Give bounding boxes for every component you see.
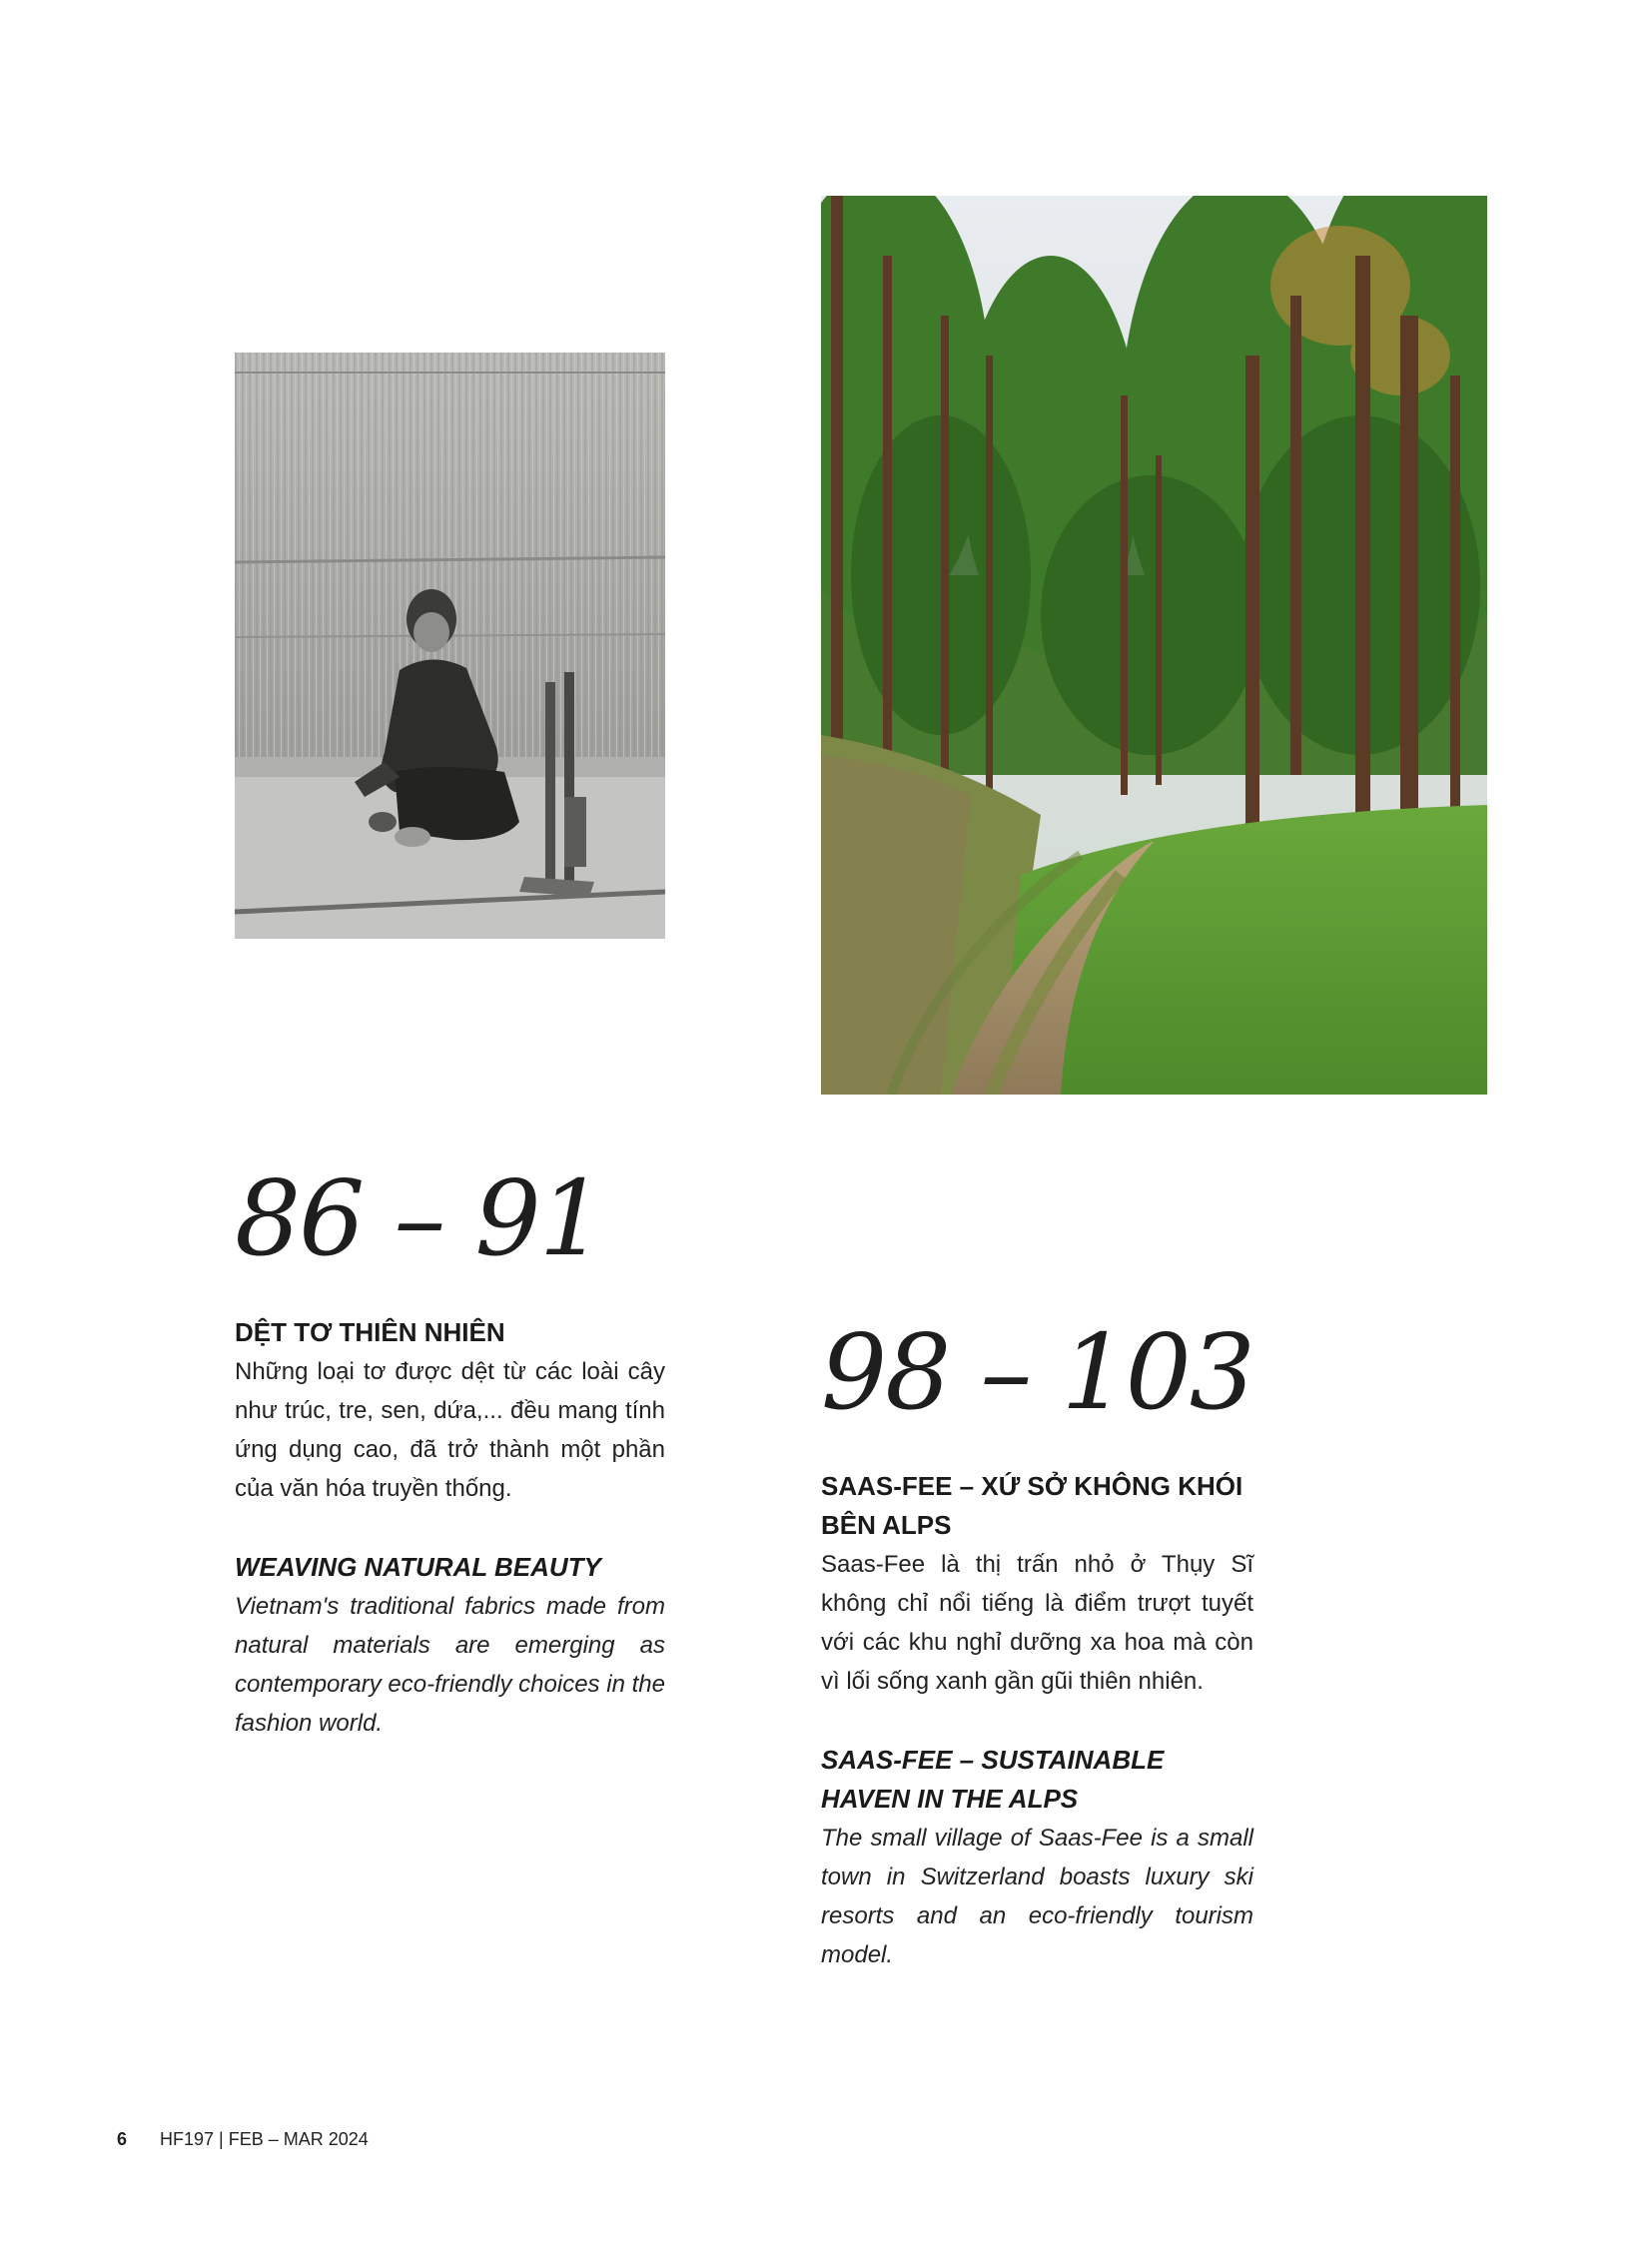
forest-photo [821, 196, 1487, 1095]
article-title-en: SAAS-FEE – SUSTAINABLE HAVEN IN THE ALPS [821, 1744, 1165, 1814]
article-title-vn: SAAS-FEE – XỨ SỞ KHÔNG KHÓI BÊN ALPS [821, 1470, 1243, 1540]
article-summary-en: The small village of Saas-Fee is a small town in Switzerland boasts luxury ski resorts and an eco-friendly tourism model. [821, 1824, 1253, 1968]
article-weaving [235, 1156, 665, 1743]
article-title-vn: DỆT TƠ THIÊN NHIÊN [235, 1316, 505, 1347]
weaver-photo [235, 353, 665, 939]
article-title-en: WEAVING NATURAL BEAUTY [235, 1551, 601, 1582]
article-summary-vn: Saas-Fee là thị trấn nhỏ ở Thụy Sĩ không chỉ nổi tiếng là điểm trượt tuyết với các khu nghỉ dưỡng xa hoa mà còn vì lối sống xanh gần gũi thiên nhiên. [821, 1550, 1253, 1695]
page-number: 6 [117, 2129, 128, 2149]
issue-label: HF197 | FEB – MAR 2024 [160, 2129, 369, 2149]
page-range: 86 – 91 [235, 1157, 603, 1279]
page-range: 98 – 103 [821, 1311, 1253, 1433]
article-saas-fee [821, 1310, 1253, 1974]
article-summary-en: Vietnam's traditional fabrics made from natural materials are emerging as contemporary eco-friendly choices in the fashion world. [235, 1592, 665, 1737]
article-summary-vn: Những loại tơ được dệt từ các loài cây như trúc, tre, sen, dứa,... đều mang tính ứng dụng cao, đã trở thành một phần của văn hóa truyền thống. [235, 1357, 665, 1502]
page-footer [117, 2129, 369, 2150]
